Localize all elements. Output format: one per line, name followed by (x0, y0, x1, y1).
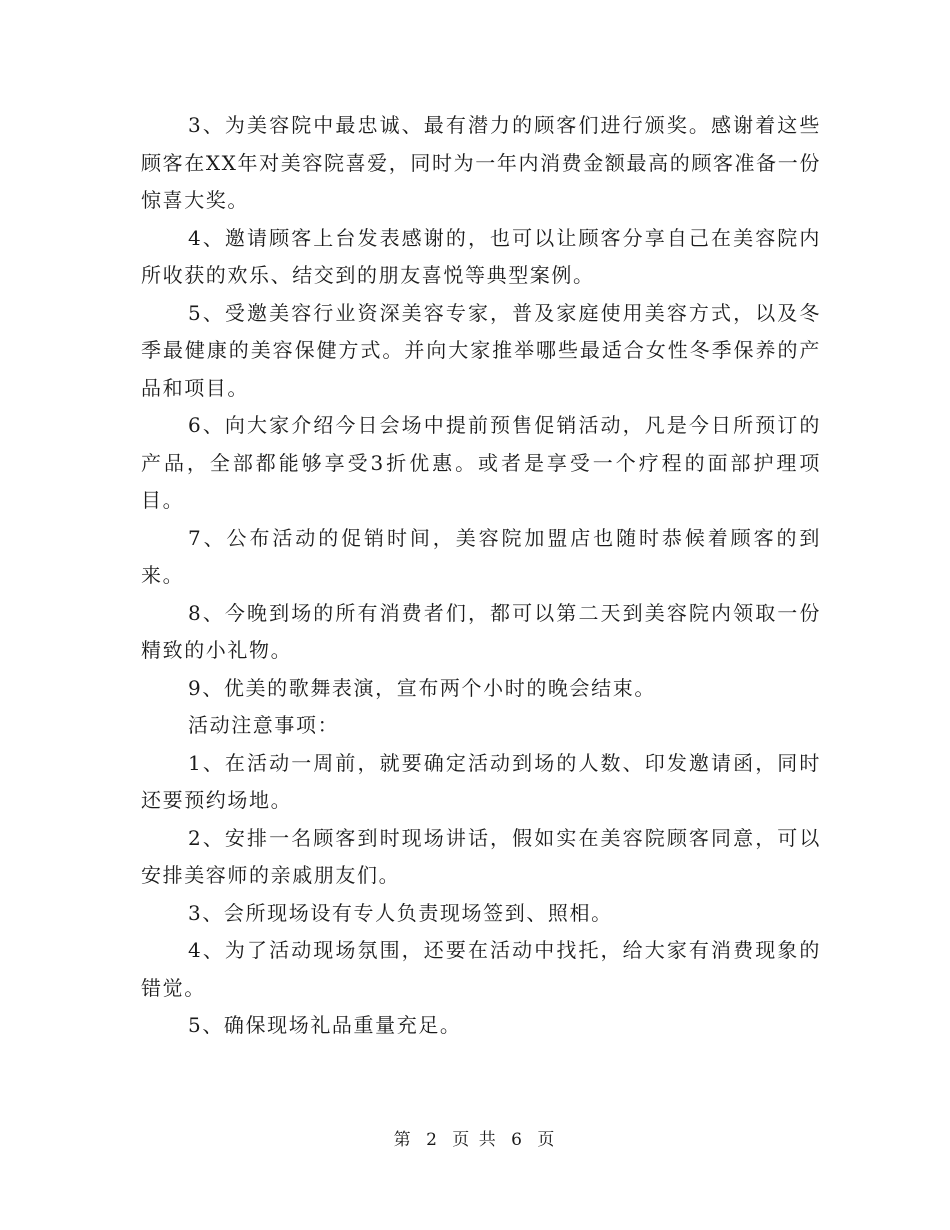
note-item-2: 2、安排一名顾客到时现场讲话，假如实在美容院顾客同意，可以安排美容师的亲戚朋友们。 (141, 825, 821, 887)
paragraph-item-3: 3、为美容院中最忠诚、最有潜力的顾客们进行颁奖。感谢着这些顾客在XX年对美容院喜爱，同时为一年内消费金额最高的顾客准备一份惊喜大奖。 (141, 113, 821, 212)
note-item-4: 4、为了活动现场氛围，还要在活动中找托，给大家有消费现象的错觉。 (141, 938, 821, 1000)
paragraph-item-6: 6、向大家介绍今日会场中提前预售促销活动，凡是今日所预订的产品，全部都能够享受3折优惠。或者是享受一个疗程的面部护理项目。 (141, 413, 821, 512)
page-number-footer (0, 1125, 950, 1150)
note-item-1: 1、在活动一周前，就要确定活动到场的人数、印发邀请函，同时还要预约场地。 (141, 750, 821, 812)
paragraph-item-4: 4、邀请顾客上台发表感谢的，也可以让顾客分享自己在美容院内所收获的欢乐、结交到的朋友喜悦等典型案例。 (141, 225, 821, 287)
paragraph-item-5: 5、受邀美容行业资深美容专家，普及家庭使用美容方式，以及冬季最健康的美容保健方式。并向大家推举哪些最适合女性冬季保养的产品和项目。 (141, 300, 821, 400)
paragraph-item-8: 8、今晚到场的所有消费者们，都可以第二天到美容院内领取一份精致的小礼物。 (141, 600, 821, 662)
note-item-5: 5、确保现场礼品重量充足。 (188, 1013, 462, 1037)
paragraph-item-7: 7、公布活动的促销时间，美容院加盟店也随时恭候着顾客的到来。 (141, 525, 821, 587)
section-heading-notes: 活动注意事项： (188, 713, 340, 737)
footer-suffix: 页 (537, 1130, 557, 1150)
footer-middle: 页 共 (452, 1130, 498, 1150)
document-body (141, 107, 821, 1045)
paragraph-item-9: 9、优美的歌舞表演，宣布两个小时的晚会结束。 (188, 675, 656, 700)
current-page-number: 2 (426, 1130, 439, 1150)
note-item-3: 3、会所现场设有专人负责现场签到、照相。 (188, 900, 613, 925)
footer-prefix: 第 (393, 1130, 413, 1150)
total-pages-number: 6 (511, 1130, 524, 1150)
